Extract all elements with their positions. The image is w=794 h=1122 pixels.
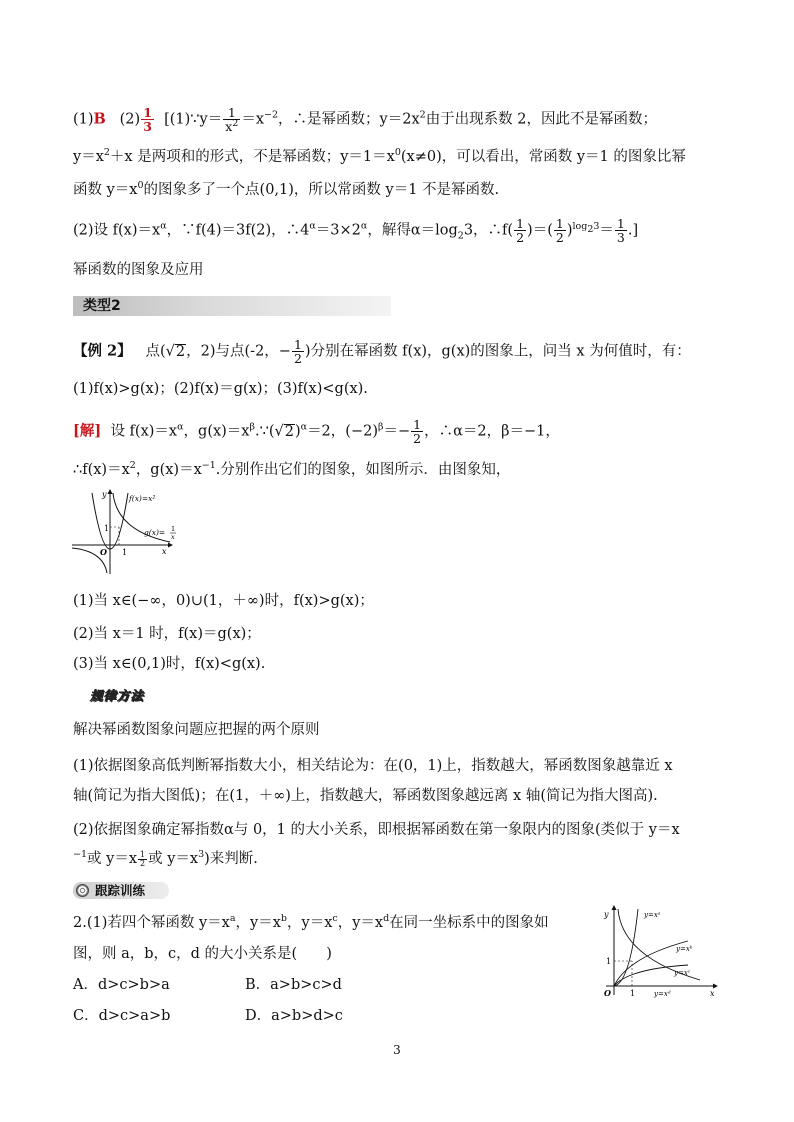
graph1-g-label: g(x)= [144, 528, 166, 537]
graph2-tick-y: 1 [606, 957, 612, 966]
method-p2-a: (2)依据图象确定幂指数α与 0，1 的大小关系，即根据幂函数在第一象限内的图象(类似于 y＝x [73, 822, 680, 838]
graph2-origin: O [604, 988, 611, 998]
graph1-y-arrow [108, 489, 113, 494]
option-a: A．d>c>b>a [73, 977, 170, 993]
method-p2-b: $^{-1}$或 y＝x $\frac{1}{2}$ 或 $y=x^3$)来判断. [73, 849, 258, 868]
graph1-f-label: f(x)=x² [129, 494, 156, 503]
answer-line-1: (1)B (2) $\frac{1}{3}$ [(1)∵y＝ $\frac{1}{x^2}$ $=x^{-2}$，∴是幂函数；$y=2x^2$由于出现系数 2，因此不是幂函数； [73, 105, 658, 134]
graph2-y-label: y [604, 910, 609, 919]
example-label: 【例 2】 [73, 342, 132, 360]
solution-line-2: $\therefore f(x)=x^2$，$g(x)=x^{-1}$.分别作出它们的图象，如图所示．由图象知， [73, 460, 511, 478]
practice-badge [73, 882, 169, 899]
section-title: 幂函数的图象及应用 [73, 262, 204, 278]
solution-label: [解] [73, 422, 102, 440]
practice-question-line-1: 2.(1)若四个幂函数 $y=x^a$，$y=x^b$，$y=x^c$，$y=x^d$在同一坐标系中的图象如 [73, 913, 549, 931]
graph1-y-label: y [102, 490, 107, 499]
option-c: C．d>c>a>b [73, 1008, 171, 1024]
method-p1-a: (1)依据图象高低判断幂指数大小，相关结论为：在(0，1)上，指数越大，幂函数图象越靠近 x [73, 758, 673, 774]
conclusion-3: (3)当 x∈(0,1)时，f(x)<g(x). [73, 656, 266, 672]
option-d: D．a>b>d>c [245, 1008, 343, 1024]
graph2-x-label: x [710, 989, 715, 998]
answer-1-value: B [93, 110, 106, 128]
graph1-tick-y: 1 [104, 524, 110, 533]
answer-line-2: $y=x^2+x$ 是两项和的形式，不是幂函数；$y=1=x^0(x\ne 0)$，可以看出，常函数 y＝1 的图象比幂 [73, 147, 686, 165]
graph2-y-arrow [612, 905, 617, 910]
example-line-2: (1)f(x)>g(x)；(2)f(x)＝g(x)；(3)f(x)<g(x). [73, 381, 368, 397]
solution-line-1: [解] 设 $f(x)=x^\alpha$，$g(x)=x^\beta.\because(√2)^\alpha=2$，$(-2)^\beta=-$ $\frac{1}{2}$ ，∴α＝2，β＝−1， [73, 417, 560, 446]
conclusion-2: (2)当 x＝1 时，f(x)＝g(x)； [73, 626, 261, 642]
practice-question-line-2: 图，则 a，b，c，d 的大小关系是( ) [73, 946, 332, 962]
type-badge-label: 类型2 [83, 298, 121, 314]
graph2-curve-a [614, 909, 638, 986]
type-badge [73, 296, 391, 316]
graph1-g-frac-n: 1 [171, 525, 176, 533]
graph2-label-a: y=xᵃ [644, 911, 661, 919]
answer-line-4: (2)设 $f(x)=x^\alpha$，∵f(4)＝3f(2)，$\therefore 4^\alpha=3\times 2^\alpha$，解得$\alpha=\log_23$，∴f( $\frac{1}{2}$ )＝( $\frac{1}{2}$ )$^{log_23}$＝ $\frac{1}{3}$ .] [73, 216, 639, 245]
graph2-label-d: y=xᵈ [654, 990, 671, 998]
method-p1-b: 轴(简记为指大图低)；在(1，＋∞)上，指数越大，幂函数图象越远离 x 轴(简记为指大图高). [73, 788, 658, 804]
option-b: B．a>b>c>d [245, 977, 342, 993]
method-title: 解决幂函数图象问题应把握的两个原则 [73, 722, 320, 738]
method-tag: 规律方法 [90, 688, 145, 703]
graph1-x-arrow [168, 543, 173, 548]
practice-badge-label: 跟踪训练 [95, 883, 146, 898]
target-icon [76, 884, 89, 897]
example-line-1: 【例 2】 点(√2，2)与点(-2，− $\frac{1}{2}$ )分别在幂函数 f(x)，g(x)的图象上，问当 x 为何值时，有： [73, 337, 691, 366]
graph1-x-label: x [162, 547, 167, 556]
graph1-tick-x: 1 [122, 548, 128, 557]
conclusion-1: (1)当 x∈(−∞，0)∪(1，＋∞)时，f(x)>g(x)； [73, 593, 374, 609]
graph2-x-arrow [713, 984, 718, 989]
graph1-g-frac-d: x [171, 533, 175, 541]
graph2-label-b: y=xᵇ [676, 945, 693, 953]
page-number: 3 [393, 1043, 401, 1057]
graph-f-and-g [70, 487, 190, 577]
answer-2-fraction: $\frac{1}{3}$ [143, 105, 152, 134]
graph2-label-c: y=xᶜ [674, 969, 691, 977]
graph-four-power-functions [592, 903, 722, 1003]
answer-line-3: 函数 $y=x^0$的图象多了一个点(0,1)，所以常函数 y＝1 不是幂函数. [73, 180, 500, 198]
graph1-origin: O [100, 547, 107, 557]
graph2-tick-x: 1 [630, 989, 636, 998]
